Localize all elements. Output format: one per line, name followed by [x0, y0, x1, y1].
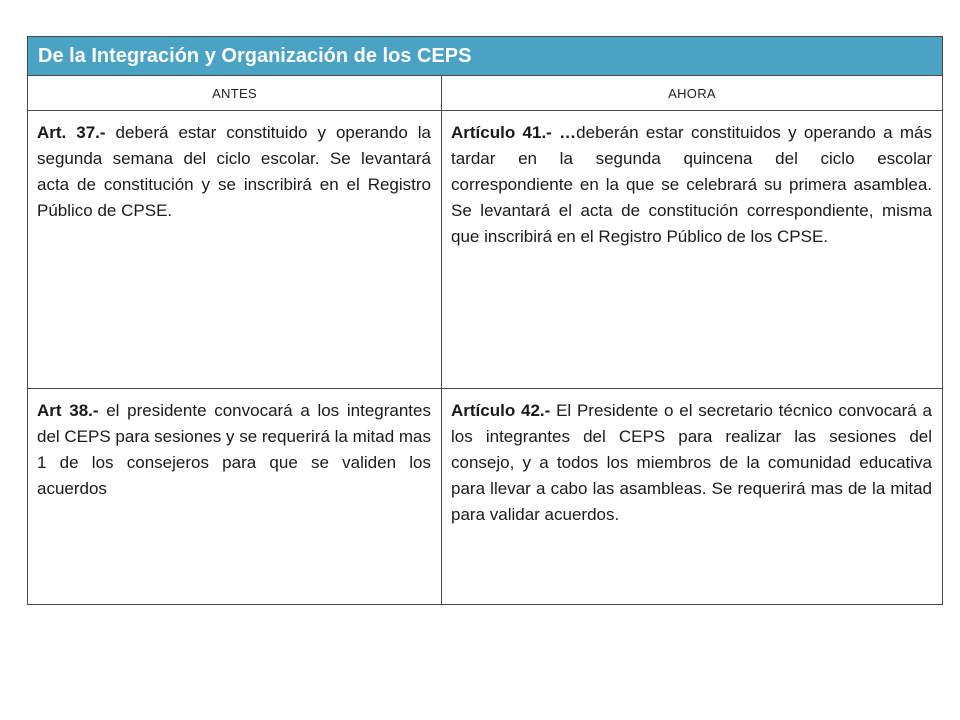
ahora-cell — [442, 111, 943, 389]
header-row — [28, 76, 943, 111]
comparison-table — [27, 36, 943, 605]
article-text: el presidente convocará a los integrantes del CEPS para sesiones y se requerirá la mitad mas 1 de los consejeros para que se validen los acuerdos — [37, 401, 432, 498]
table-title: De la Integración y Organización de los CEPS — [28, 37, 943, 76]
table-row — [28, 111, 943, 389]
article-text: deberá estar constituido y operando la segunda semana del ciclo escolar. Se levantará acta de constitución y se inscribirá en el Registro Público de CPSE. — [37, 123, 432, 220]
antes-cell — [28, 389, 442, 605]
article-ref: Art. 37.- — [37, 123, 106, 142]
column-header-ahora: AHORA — [442, 76, 943, 111]
column-header-antes: ANTES — [28, 76, 442, 111]
article-ref: Art 38.- — [37, 401, 99, 420]
article-text: deberán estar constituidos y operando a más tardar en la segunda quincena del ciclo escolar correspondiente en la que se celebrará su primera asamblea. Se levantará el acta de constitución correspondiente, misma que inscribirá en el Registro Público de los CPSE. — [451, 123, 933, 246]
article-ref: Artículo 42.- — [451, 401, 551, 420]
article-ref: Artículo 41.- … — [451, 123, 577, 142]
ahora-cell — [442, 389, 943, 605]
antes-cell — [28, 111, 442, 389]
table-row — [28, 389, 943, 605]
title-row — [28, 37, 943, 76]
article-text: El Presidente o el secretario técnico convocará a los integrantes del CEPS para realizar las sesiones del consejo, y a todos los miembros de la comunidad educativa para llevar a cabo las asambleas. Se requerirá mas de la mitad para validar acuerdos. — [451, 401, 933, 524]
